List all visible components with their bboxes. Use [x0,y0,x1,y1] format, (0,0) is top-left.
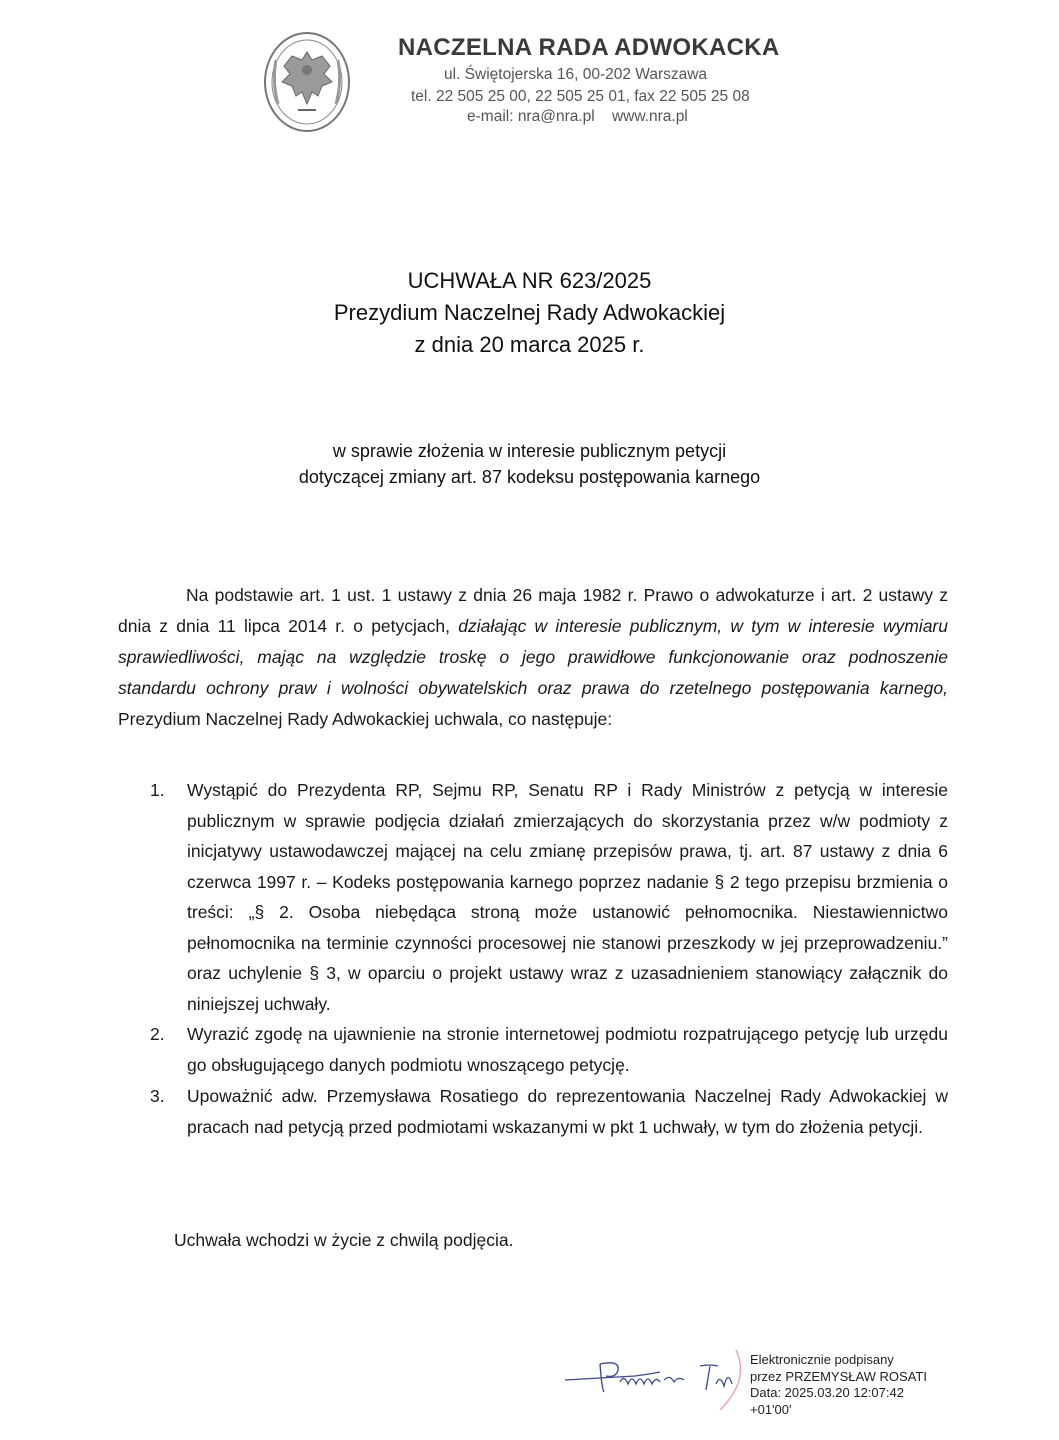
org-name: NACZELNA RADA ADWOKACKA [398,34,780,61]
eagle-seal-icon [262,30,352,134]
list-item [150,775,948,1019]
intro-paragraph [118,580,948,735]
list-item-number: 2. [150,1024,165,1044]
subject-line-2: dotyczącej zmiany art. 87 kodeksu postępowania karnego [298,467,761,487]
list-item-number: 1. [150,780,165,800]
resolution-number: UCHWAŁA NR 623/2025 [407,268,652,293]
e-signature-signer: przez PRZEMYSŁAW ROSATI [750,1368,927,1384]
handwritten-signature [560,1330,750,1415]
intro-text-2: Prezydium Naczelnej Rady Adwokackiej uchwala, co następuje: [118,709,613,729]
resolution-date: z dnia 20 marca 2025 r. [414,332,645,357]
e-signature-block [750,1352,927,1418]
org-address: ul. Świętojerska 16, 00-202 Warszawa [444,66,708,83]
org-phones: tel. 22 505 25 00, 22 505 25 01, fax 22 505 25 08 [411,88,750,105]
list-item [150,1081,948,1142]
e-signature-date: Data: 2025.03.20 12:07:42 [750,1385,904,1400]
list-item [150,1019,948,1080]
org-contact: e-mail: nra@nra.pl www.nra.pl [467,108,688,125]
intro-text-1: Na podstawie art. 1 ust. 1 ustawy z dnia 26 maja 1982 r. Prawo o adwokaturze i art. 2 ustawy z dnia z dnia 11 lipca 2014 r. o petycjach, [118,585,948,636]
subject-line-1: w sprawie złożenia w interesie publicznym petycji [332,441,727,461]
list-item-text: Wyrazić zgodę na ujawnienie na stronie internetowej podmiotu rozpatrującego petycję lub urzędu go obsługującego danych podmiotu wnoszącego petycję. [187,1024,948,1075]
list-item-text: Wystąpić do Prezydenta RP, Sejmu RP, Senatu RP i Rady Ministrów z petycją w interesie publicznym w sprawie podjęcia działań zmierzających do skorzystania przez w/w podmioty z inicjatywy ustawodawczej mającej na celu zmianę przepisów prawa, tj. art. 87 ustawy z dnia 6 czerwca 1997 r. – Kodeks postępowania karnego poprzez nadanie § 2 tego przepisu brzmienia o treści: „§ 2. Osoba niebędąca stroną może ustanowić pełnomocnika. Niestawiennictwo pełnomocnika na terminie czynności procesowej nie stanowi przeszkody w jej przeprowadzeniu.” oraz uchylenie § 3, w oparciu o projekt ustawy wraz z uzasadnieniem stanowiący załącznik do niniejszej uchwały. [187,780,948,1014]
intro-italic: działając w interesie publicznym, w tym w interesie wymiaru sprawiedliwości, mając na względzie troskę o jego prawidłowe funkcjonowanie oraz podnoszenie standardu ochrony praw i wolności obywatelskich oraz prawa do rzetelnego postępowania karnego, [118,616,948,698]
e-signature-offset: +01'00' [750,1401,792,1417]
e-signature-line: Elektronicznie podpisany [750,1352,894,1367]
list-item-text: Upoważnić adw. Przemysława Rosatiego do reprezentowania Naczelnej Rady Adwokackiej w pracach nad petycją przed podmiotami wskazanymi w pkt 1 uchwały, w tym do złożenia petycji. [187,1086,948,1137]
resolution-body: Prezydium Naczelnej Rady Adwokackiej [333,300,726,325]
list-item-number: 3. [150,1086,165,1106]
closing-statement: Uchwała wchodzi w życie z chwilą podjęcia. [174,1230,514,1250]
